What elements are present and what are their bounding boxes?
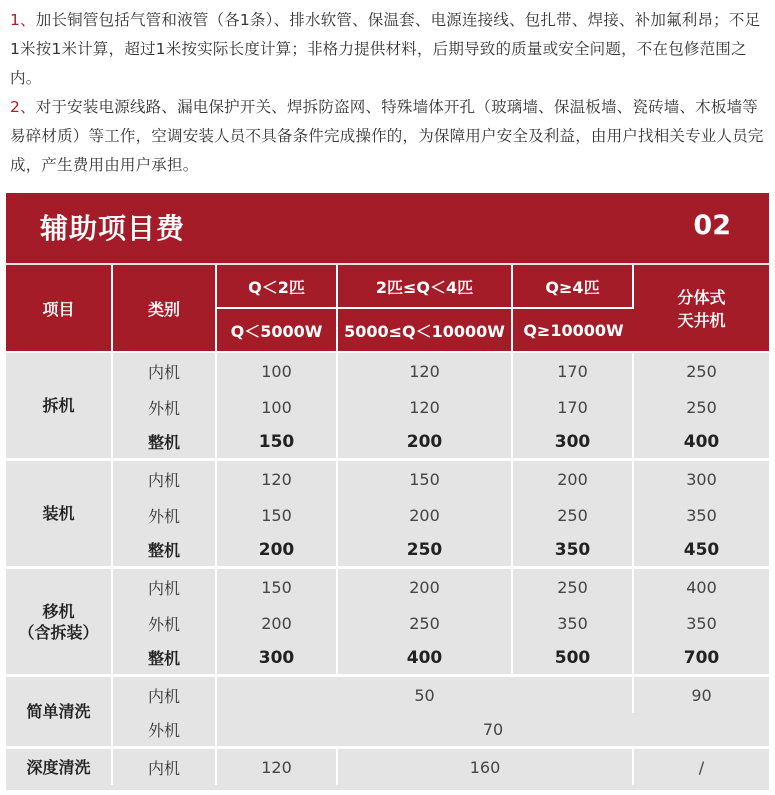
- table-row: [6, 353, 769, 389]
- group-label-relocate-line1: 移机: [42, 601, 75, 621]
- type-cell: 内机: [113, 461, 217, 497]
- value-cell: 300: [217, 641, 338, 677]
- group-label-install: 装机: [6, 461, 113, 569]
- fee-table: [6, 265, 769, 785]
- value-cell: 100: [217, 353, 338, 389]
- value-cell: 150: [217, 569, 338, 605]
- value-cell: 200: [338, 425, 513, 461]
- value-cell: 350: [513, 605, 634, 641]
- type-cell: 整机: [113, 641, 217, 677]
- value-cell: 400: [338, 641, 513, 677]
- value-cell: 250: [686, 361, 717, 381]
- note-number: 1、: [10, 11, 36, 29]
- type-cell: 外机: [113, 389, 217, 425]
- value-cell: 120: [217, 749, 338, 785]
- header-item: 项目: [6, 265, 113, 353]
- header-col1-top: Q＜2匹: [217, 265, 338, 309]
- notes-section: [10, 6, 765, 180]
- table-row: [6, 569, 769, 605]
- value-cell: 700: [634, 641, 769, 677]
- banner-number: 02: [693, 210, 731, 241]
- value-cell: 120: [338, 353, 513, 389]
- value-cell: 400: [686, 577, 717, 597]
- banner-title: 辅助项目费: [40, 212, 186, 245]
- header-col3-top: Q≥4匹: [513, 265, 634, 309]
- value-cell: 150: [338, 461, 513, 497]
- value-cell: 120: [217, 461, 338, 497]
- value-cell: 250: [513, 569, 634, 605]
- value-cell: 150: [217, 497, 338, 533]
- table-row: [6, 749, 769, 785]
- group-label-relocate: [6, 569, 113, 677]
- value-cell: 250: [686, 397, 717, 417]
- value-cell: 160: [338, 749, 634, 785]
- value-cell: 150: [217, 425, 338, 461]
- value-cell: 90: [691, 685, 712, 705]
- type-cell: 内机: [113, 569, 217, 605]
- type-cell: 整机: [113, 425, 217, 461]
- value-cell: 200: [338, 569, 513, 605]
- header-col3-bottom: Q≥10000W: [513, 309, 634, 353]
- table-row: [6, 605, 769, 641]
- value-cell: 170: [513, 389, 634, 425]
- note-number: 2、: [10, 98, 36, 116]
- value-cell: 350: [513, 533, 634, 569]
- value-cell: 170: [513, 353, 634, 389]
- value-cell: 450: [634, 533, 769, 569]
- table-row: [6, 461, 769, 497]
- table-row: [6, 497, 769, 533]
- banner: [6, 193, 769, 263]
- group-label-relocate-line2: （含拆装）: [18, 622, 99, 642]
- value-cell: 300: [513, 425, 634, 461]
- type-cell: 内机: [113, 353, 217, 389]
- note-text: 加长铜管包括气管和液管（各1条）、排水软管、保温套、电源连接线、包扎带、焊接、补加氟利昂；不足1米按1米计算，超过1米按实际长度计算；非格力提供材料，后期导致的质量或安全问题，不在包修范围之内。: [10, 11, 761, 87]
- note-text: 对于安装电源线路、漏电保护开关、焊拆防盗网、特殊墙体开孔（玻璃墙、保温板墙、瓷砖墙、木板墙等易碎材质）等工作，空调安装人员不具备条件完成操作的，为保障用户安全及利益，由用户找相关专业人员完成，产生费用由用户承担。: [10, 98, 764, 174]
- value-cell: 120: [338, 389, 513, 425]
- type-cell: 内机: [113, 749, 217, 785]
- table-row: [6, 641, 769, 677]
- value-cell: 250: [338, 533, 513, 569]
- value-cell: 200: [217, 533, 338, 569]
- fee-table-panel: [6, 193, 769, 790]
- value-cell: 400: [634, 425, 769, 461]
- type-cell: 外机: [113, 497, 217, 533]
- type-cell: 外机: [113, 713, 217, 749]
- header-col2-top: 2匹≤Q＜4匹: [338, 265, 513, 309]
- table-row: [6, 389, 769, 425]
- value-cell: 250: [513, 497, 634, 533]
- header-col1-bottom: Q＜5000W: [217, 309, 338, 353]
- type-cell: 外机: [113, 605, 217, 641]
- value-cell: 200: [338, 497, 513, 533]
- group-label-remove: 拆机: [6, 353, 113, 461]
- value-cell: 500: [513, 641, 634, 677]
- value-cell: 100: [217, 389, 338, 425]
- value-cell: /: [698, 757, 705, 777]
- group-label-deep-clean: 深度清洗: [6, 749, 113, 785]
- value-cell: 250: [338, 605, 513, 641]
- value-cell: 70: [217, 713, 769, 749]
- value-cell: 200: [513, 461, 634, 497]
- table-row: [6, 677, 769, 713]
- header-col2-bottom: 5000≤Q＜10000W: [338, 309, 513, 353]
- header-col4-line1: 分体式: [677, 288, 726, 307]
- value-cell: 50: [217, 677, 634, 713]
- header-type: 类别: [113, 265, 217, 353]
- table-row: [6, 713, 769, 749]
- type-cell: 内机: [113, 677, 217, 713]
- header-col4: [634, 265, 769, 353]
- type-cell: 整机: [113, 533, 217, 569]
- header-col4-line2: 天井机: [677, 311, 726, 330]
- value-cell: 350: [686, 613, 717, 633]
- value-cell: 300: [686, 469, 717, 489]
- table-row: [6, 425, 769, 461]
- note-2: [10, 93, 765, 180]
- group-label-simple-clean: 简单清洗: [6, 677, 113, 749]
- note-1: [10, 6, 765, 93]
- table-row: [6, 533, 769, 569]
- value-cell: 350: [686, 505, 717, 525]
- value-cell: 200: [217, 605, 338, 641]
